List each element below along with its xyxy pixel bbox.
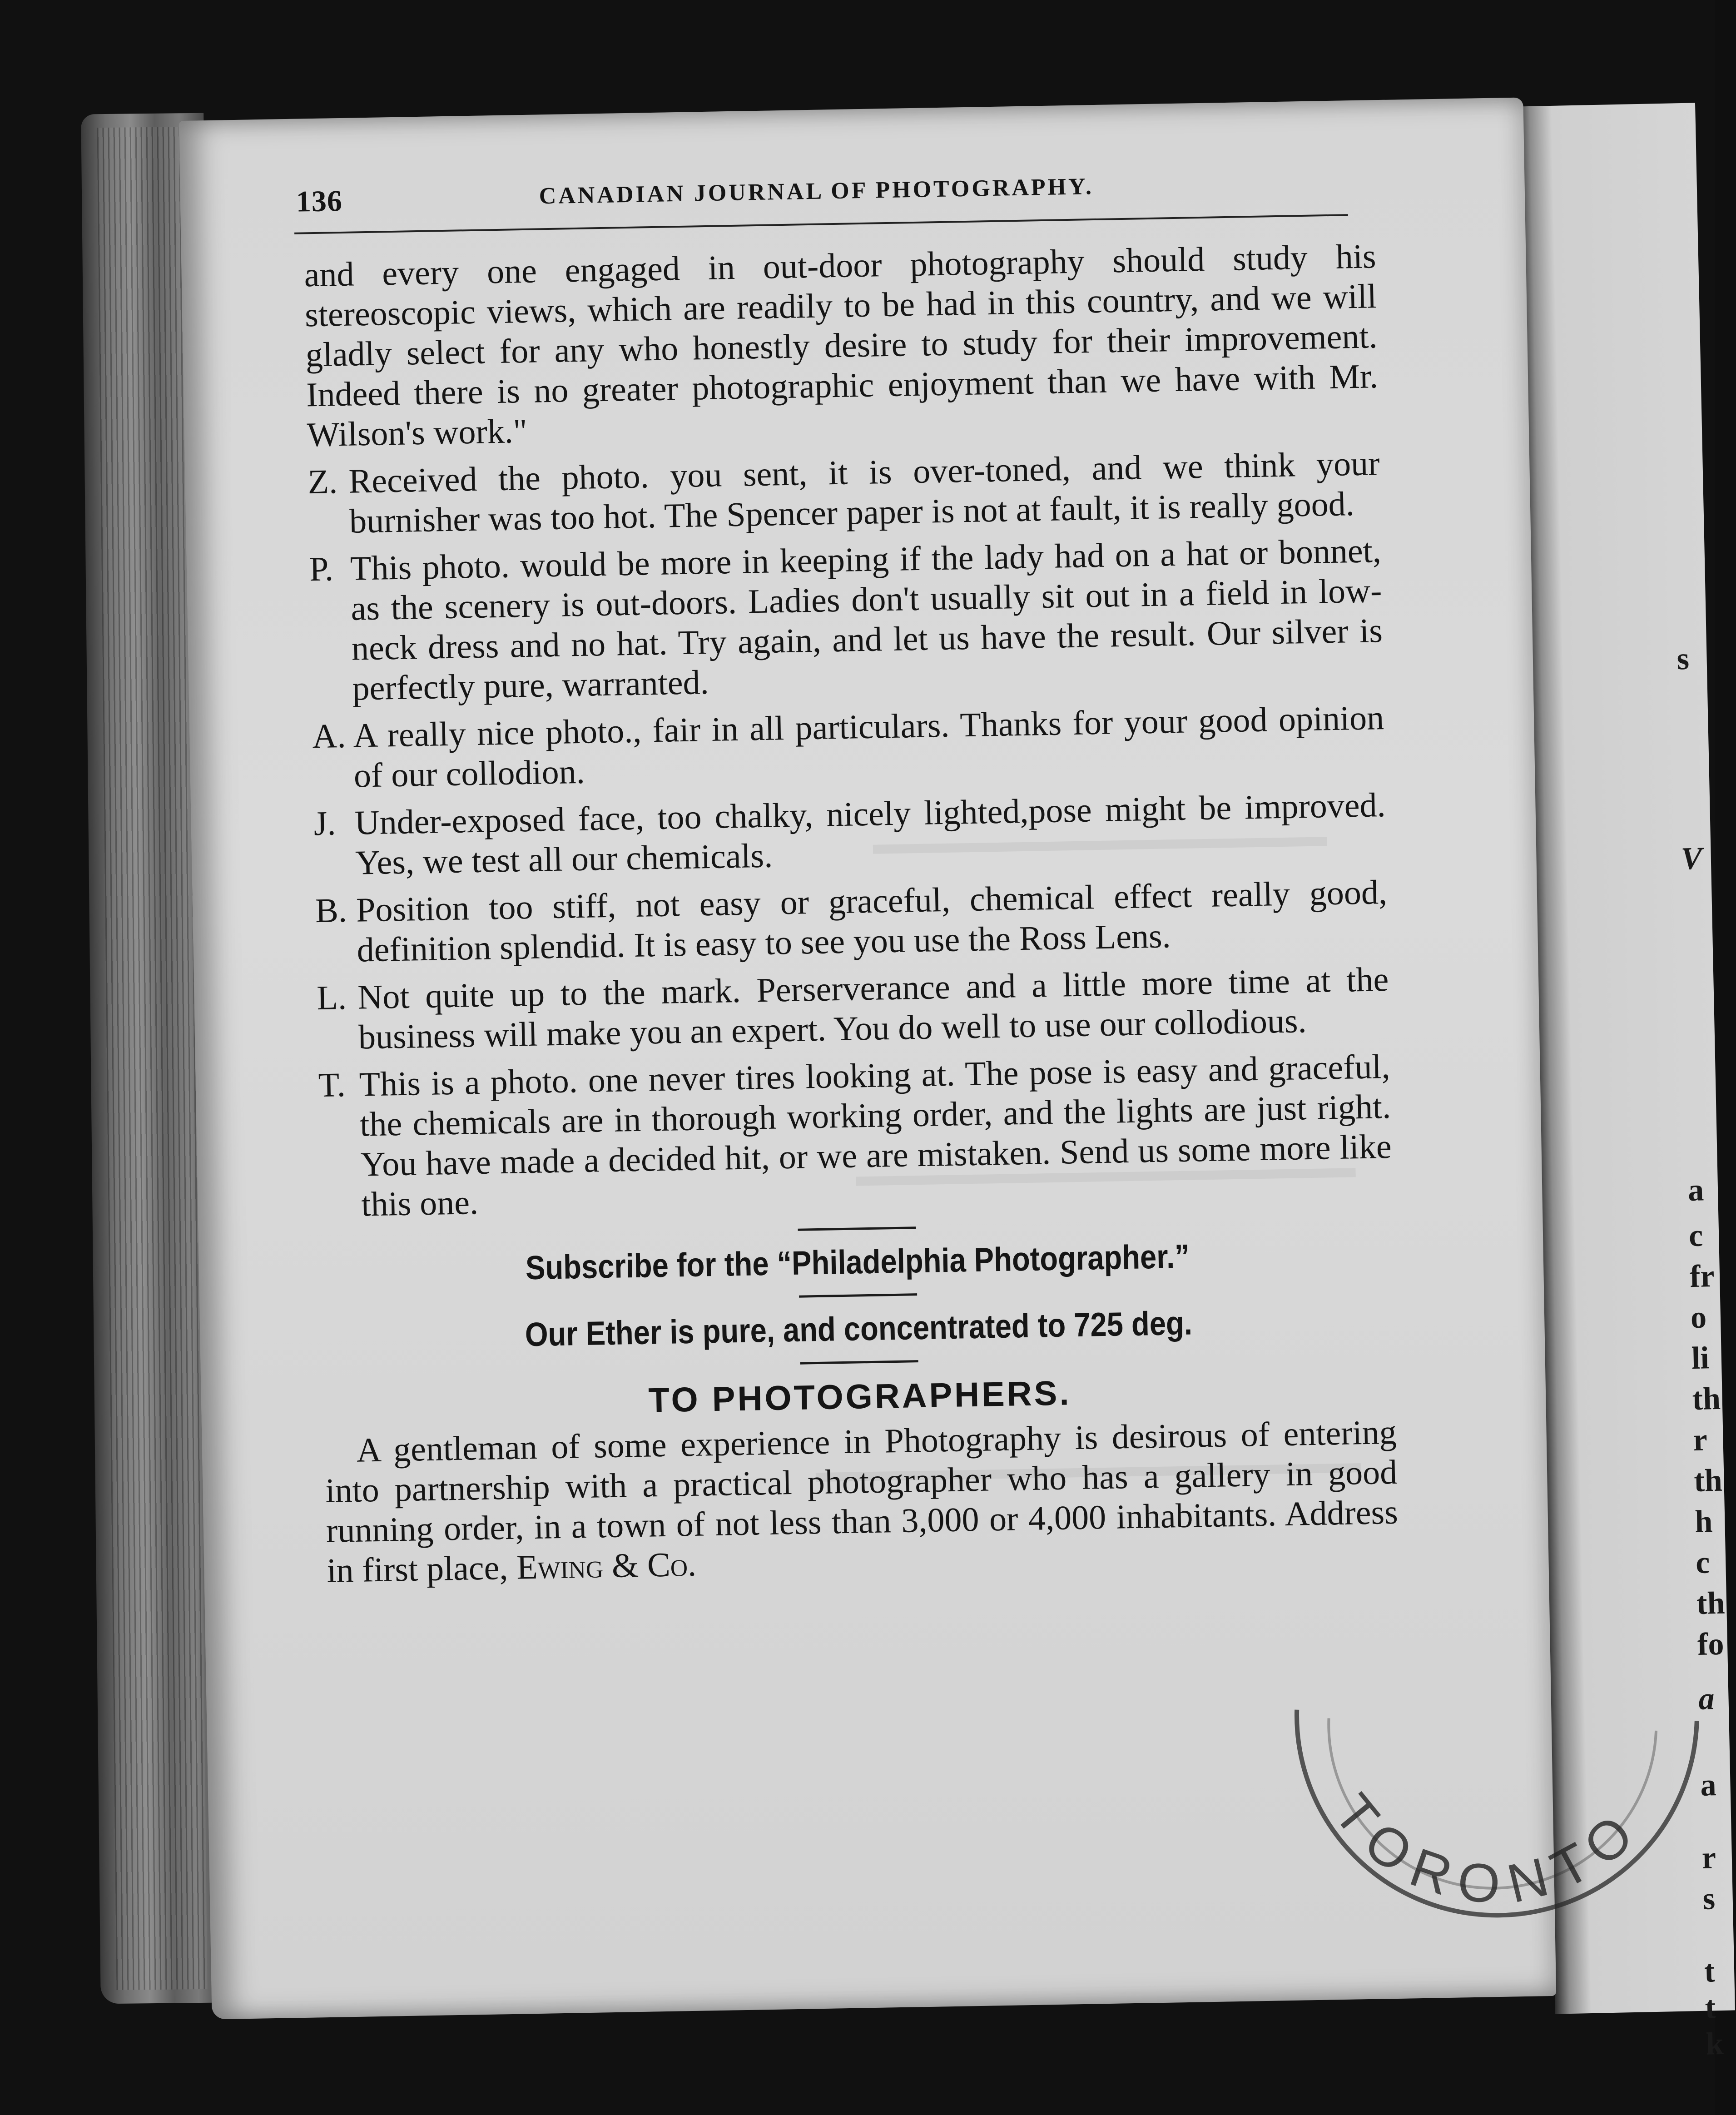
correspondent-initial: B.	[315, 891, 347, 930]
facing-page-fragment: li	[1691, 1340, 1710, 1376]
reply-text: This is a photo. one never tires looking at. The pose is easy and graceful, the chemicals are in thorough working order, and the lights are just right. You have made a decided hit, or we are mistaken. Send us some more like this one.	[359, 1047, 1392, 1224]
advert-title: TO PHOTOGRAPHERS.	[648, 1374, 1072, 1420]
reply-text: This photo. would be more in keeping if the lady had on a hat or bonnet, as the scenery is out-doors. Ladies don't usually sit out in a field in low-neck dress and no hat. Try again, and let us have the result. Our silver is perfectly pure, warranted.	[350, 531, 1383, 708]
facing-page-fragment: a	[1700, 1767, 1717, 1803]
correspondent-reply	[312, 698, 1385, 796]
page-body	[304, 236, 1399, 1598]
correspondent-reply	[309, 531, 1384, 709]
facing-page-fragment: r	[1692, 1422, 1708, 1458]
facing-page-fragment: th	[1693, 1463, 1723, 1499]
facing-page-fragment: fo	[1697, 1626, 1725, 1662]
facing-page-fragment: a	[1687, 1172, 1704, 1208]
reply-text: Position too stiff, not easy or graceful, chemical effect really good, definition splendid. It is easy to see you use the Ross Lens.	[356, 873, 1388, 969]
reply-text: A really nice photo., fair in all particulars. Thanks for your good opinion of our collodion.	[352, 699, 1384, 795]
stamp-text-path: TORONTO	[1322, 1782, 1655, 1915]
facing-page-fragment: c	[1688, 1218, 1704, 1254]
correspondent-reply	[308, 443, 1381, 542]
facing-page-fragment: a	[1698, 1681, 1715, 1717]
page-number: 136	[296, 184, 343, 218]
advert-signature: Ewing & Co.	[516, 1545, 697, 1587]
stamp-text	[1322, 1778, 1656, 1918]
facing-page-fragment: t	[1704, 1954, 1716, 1989]
facing-page-fragment: th	[1691, 1381, 1721, 1417]
journal-page	[179, 97, 1655, 2019]
section-rule	[800, 1360, 918, 1365]
correspondent-initial: P.	[309, 550, 334, 589]
section-rule	[798, 1226, 916, 1231]
facing-page-fragment: k	[1705, 2026, 1724, 2062]
correspondent-reply	[315, 872, 1388, 971]
facing-page-fragment: c	[1695, 1545, 1711, 1580]
correspondent-initial: J.	[313, 804, 337, 843]
facing-page-fragment: s	[1702, 1881, 1716, 1916]
correspondent-reply	[313, 785, 1387, 884]
facing-page-fragment: fr	[1689, 1258, 1715, 1295]
library-stamp	[1278, 1684, 1720, 2010]
section-rule	[799, 1293, 917, 1298]
opening-paragraph: and every one engaged in out-door photography should study his stereoscopic views, which are readily to be had in this country, and we will gladly select for any who honestly desire to study for their improvement. Indeed there is no greater photographic enjoyment than we have with Mr. Wilson's work."	[303, 237, 1379, 454]
correspondent-initial: T.	[318, 1066, 346, 1105]
reply-text: Received the photo. you sent, it is over-toned, and we think your burnisher was too hot. The Spencer paper is not at fault, it is really good.	[348, 444, 1380, 541]
advert-body	[324, 1412, 1399, 1591]
correspondent-initial: L.	[316, 978, 347, 1018]
subscribe-notice: Subscribe for the “Philadelphia Photographer.”	[525, 1237, 1190, 1287]
facing-page-fragment: h	[1694, 1504, 1713, 1540]
facing-page-fragment: th	[1696, 1585, 1726, 1621]
correspondent-reply	[317, 959, 1390, 1058]
correspondent-initial: Z.	[307, 462, 338, 501]
advert-text: A gentleman of some experience in Photography is desirous of entering into partnership with a practical photographer who has a gallery in good running order, in a town of not less than 3,000 or 4,000 inhabitants. Address in first place,	[325, 1413, 1399, 1590]
facing-page-fragment: s	[1676, 641, 1690, 677]
facing-page-fragment: t	[1705, 1990, 1716, 2026]
correspondent-reply	[318, 1047, 1393, 1225]
reply-text: Not quite up to the mark. Perserverance and a little more time at the business will make you an expert. You do well to use our collodious.	[357, 960, 1389, 1057]
correspondent-initial: A.	[312, 716, 347, 756]
reply-text: Under-exposed face, too chalky, nicely lighted,pose might be improved. Yes, we test all our chemicals.	[354, 786, 1386, 882]
running-head: CANADIAN JOURNAL OF PHOTOGRAPHY.	[539, 174, 1094, 209]
facing-page-fragment: r	[1701, 1840, 1716, 1876]
facing-page-fragment: V	[1681, 841, 1703, 877]
ether-notice: Our Ether is pure, and concentrated to 725 deg.	[525, 1304, 1193, 1354]
facing-page-fragment: o	[1690, 1300, 1707, 1336]
header-rule	[294, 214, 1348, 234]
